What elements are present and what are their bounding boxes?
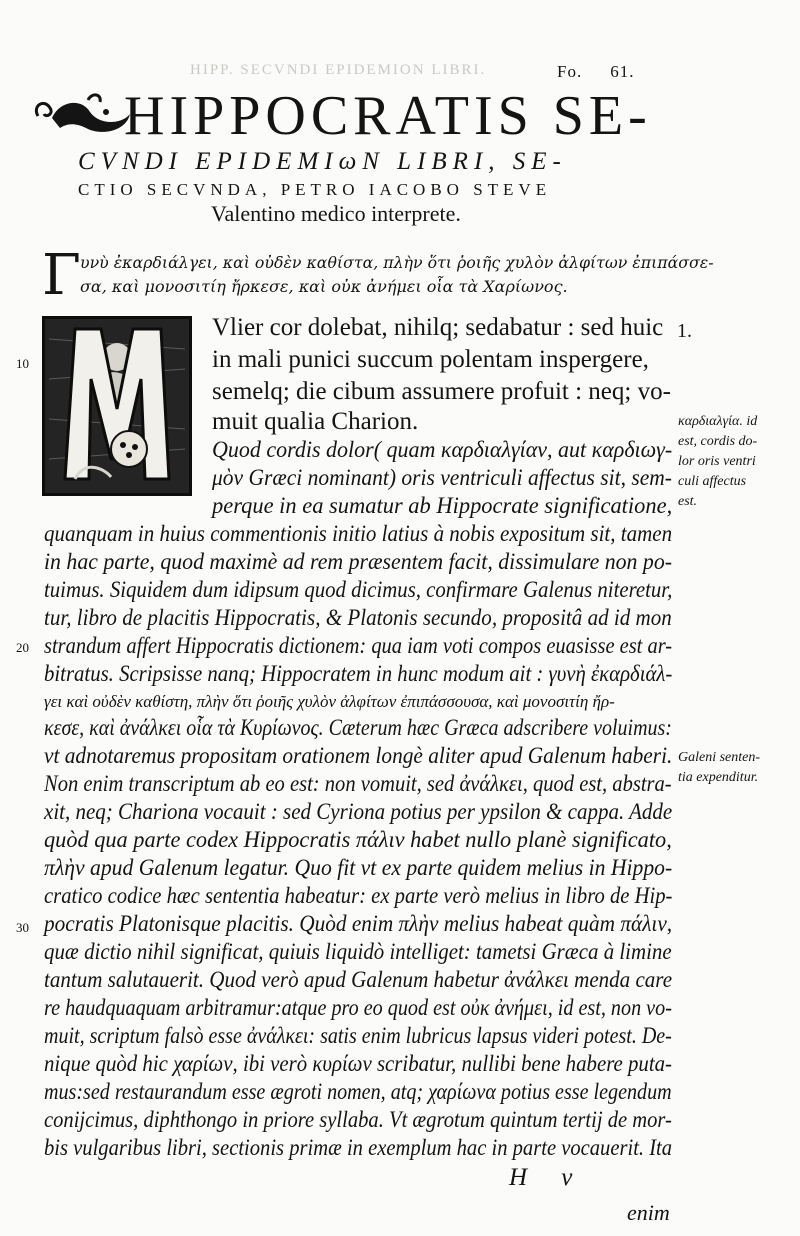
commentary-line: bitratus. Scripsisse nanq; Hippocratem in hunc modum ait : γυνὴ ἐκαρδιάλ- <box>44 661 673 686</box>
commentary-line: xit, neq; Chariona vocauit : sed Cyriona potius per ypsilon & cappa. Adde <box>44 799 673 824</box>
historiated-initial-icon <box>45 319 189 493</box>
commentary-line: mus:sed restaurandum esse ægroti nomen, atq; χαρίωνα potius esse legendum <box>44 1079 672 1104</box>
decorated-initial-m <box>42 316 192 496</box>
greek-line-1: υνὺ ἐκαρδιάλγει, καὶ οὐδὲν καθίστα, πλὴν ὅτι ῥοιῆς χυλὸν ἀλφίτων ἐπιπάσσε- <box>80 253 714 272</box>
greek-line-2: σα, καὶ μονοσιτίη ἤρκεσε, καὶ οὐκ ἀνήμει οἷα τὰ Χαρίωνος. <box>80 277 568 296</box>
commentary-line: quòd qua parte codex Hippocratis πάλιν habet nullo planè significato, <box>44 827 672 852</box>
commentary-line: bis vulgaribus libri, sectionis primæ in exemplum hac in parte vocauerit. Ita <box>44 1135 673 1160</box>
commentary-line: κεσε, καὶ ἀνάλκει οἷα τὰ Κυρίωνος. Cæterum hæc Græca adscribere voluimus: <box>44 715 672 740</box>
folio <box>557 62 634 82</box>
greek-initial: Γ <box>42 243 81 308</box>
catchword: enim <box>627 1200 670 1225</box>
commentary-line: strandum affert Hippocratis dictionem: qua iam voti compos euasisse est ar- <box>44 633 673 658</box>
commentary-line: μὸν Græci nominant) oris ventriculi affectus sit, sem- <box>212 465 672 490</box>
commentary-line: Non enim transcriptum ab eo est: non vomuit, sed ἀνάλκει, quod est, abstra- <box>44 771 672 796</box>
commentary-line: conijcimus, diphthongo in priore syllaba. Vt ægrotum quintum tertij de mor- <box>44 1107 672 1132</box>
commentary-line: in hac parte, quod maximè ad rem præsentem facit, dissimulare non po- <box>44 549 673 574</box>
commentary-line: tur, libro de placitis Hippocratis, & Platonis secundo, propositâ ad id mon <box>44 605 672 630</box>
translation-line-1: Vlier cor dolebat, nihilq; sedabatur : sed huic <box>212 314 664 341</box>
title-line-2: CVNDI EPIDEMIωN LIBRI, SE- <box>78 148 567 175</box>
margin-note-galeni: Galeni senten- tia expenditur. <box>678 750 761 785</box>
translation-line-4: muit qualia Charion. <box>212 408 419 435</box>
bleed-through-text: HIPP. SECVNDI EPIDEMION LIBRI. <box>190 62 487 78</box>
title-line-4: Valentino medico interprete. <box>211 201 461 226</box>
line-number: 20 <box>16 640 29 655</box>
commentary-line: γει καὶ οὐδὲν καθίστη, πλὴν ὅτι ῥοιῆς χυλὸν ἀλφίτων ἐπιπάσσουσα, καὶ μονοσιτίη ἤρ- <box>44 692 615 711</box>
commentary-line: Quod cordis dolor( quam καρδιαλγίαν, aut καρδιωγ- <box>212 437 673 462</box>
commentary-line: cratico codice hæc sententia habeatur: ex parte verò melius in libro de Hip- <box>44 883 673 908</box>
line-number: 30 <box>16 920 29 935</box>
commentary-line: tuimus. Siquidem dum idipsum quod dicimus, confirmare Galenus niteretur, <box>44 577 673 602</box>
margin-note-kardialgia: καρδιαλγία. id est, cordis do- lor oris ventri culi affectus est. <box>678 414 758 509</box>
title-line-1: HIPPOCRATIS SE- <box>124 85 652 147</box>
title-line-3: CTIO SECVNDA, PETRO IACOBO STEVE <box>78 180 552 199</box>
section-marker: 1. <box>677 320 692 342</box>
folio-number: 61. <box>610 62 635 81</box>
commentary-line: re haudquaquam arbitramur:atque pro eo quod est οὐκ ἀνήμει, id est, non vo- <box>44 995 672 1020</box>
signature-mark: H v <box>509 1164 587 1191</box>
commentary-line: πλὴν apud Galenum legatur. Quo fit vt ex parte quidem melius in Hippo- <box>44 855 673 880</box>
commentary-line: quanquam in huius commentionis initio latius à nobis expositum sit, tamen <box>44 521 673 546</box>
folio-label: Fo. <box>557 62 583 81</box>
commentary-line: quæ dictio nihil significat, quiuis liquidò intelliget: tametsi Græca à limine <box>44 939 672 964</box>
commentary-line: perque in ea sumatur ab Hippocrate significatione, <box>212 493 673 518</box>
commentary-line: nique quòd hic χαρίων, ibi verò κυρίων scribatur, nullibi bene habere puta- <box>44 1051 672 1076</box>
commentary-line: muit, scriptum falsò esse ἀνάλκει: satis enim lubricus lapsus videri potest. De- <box>44 1023 672 1048</box>
translation-line-3: semelq; die cibum assumere profuit : neq; vo- <box>212 378 671 405</box>
translation-line-2: in mali punici succum polentam inspergere, <box>212 346 649 373</box>
line-number: 10 <box>16 356 29 371</box>
commentary-line: tantum salutauerit. Quod verò apud Galenum habetur ἀνάλκει menda care <box>44 967 673 992</box>
commentary-line: pocratis Platonisque placitis. Quòd enim πλὴν melius habeat quàm πάλιν, <box>44 911 673 936</box>
commentary-line: vt adnotaremus propositam orationem longè aliter apud Galenum haberi. <box>44 743 673 768</box>
